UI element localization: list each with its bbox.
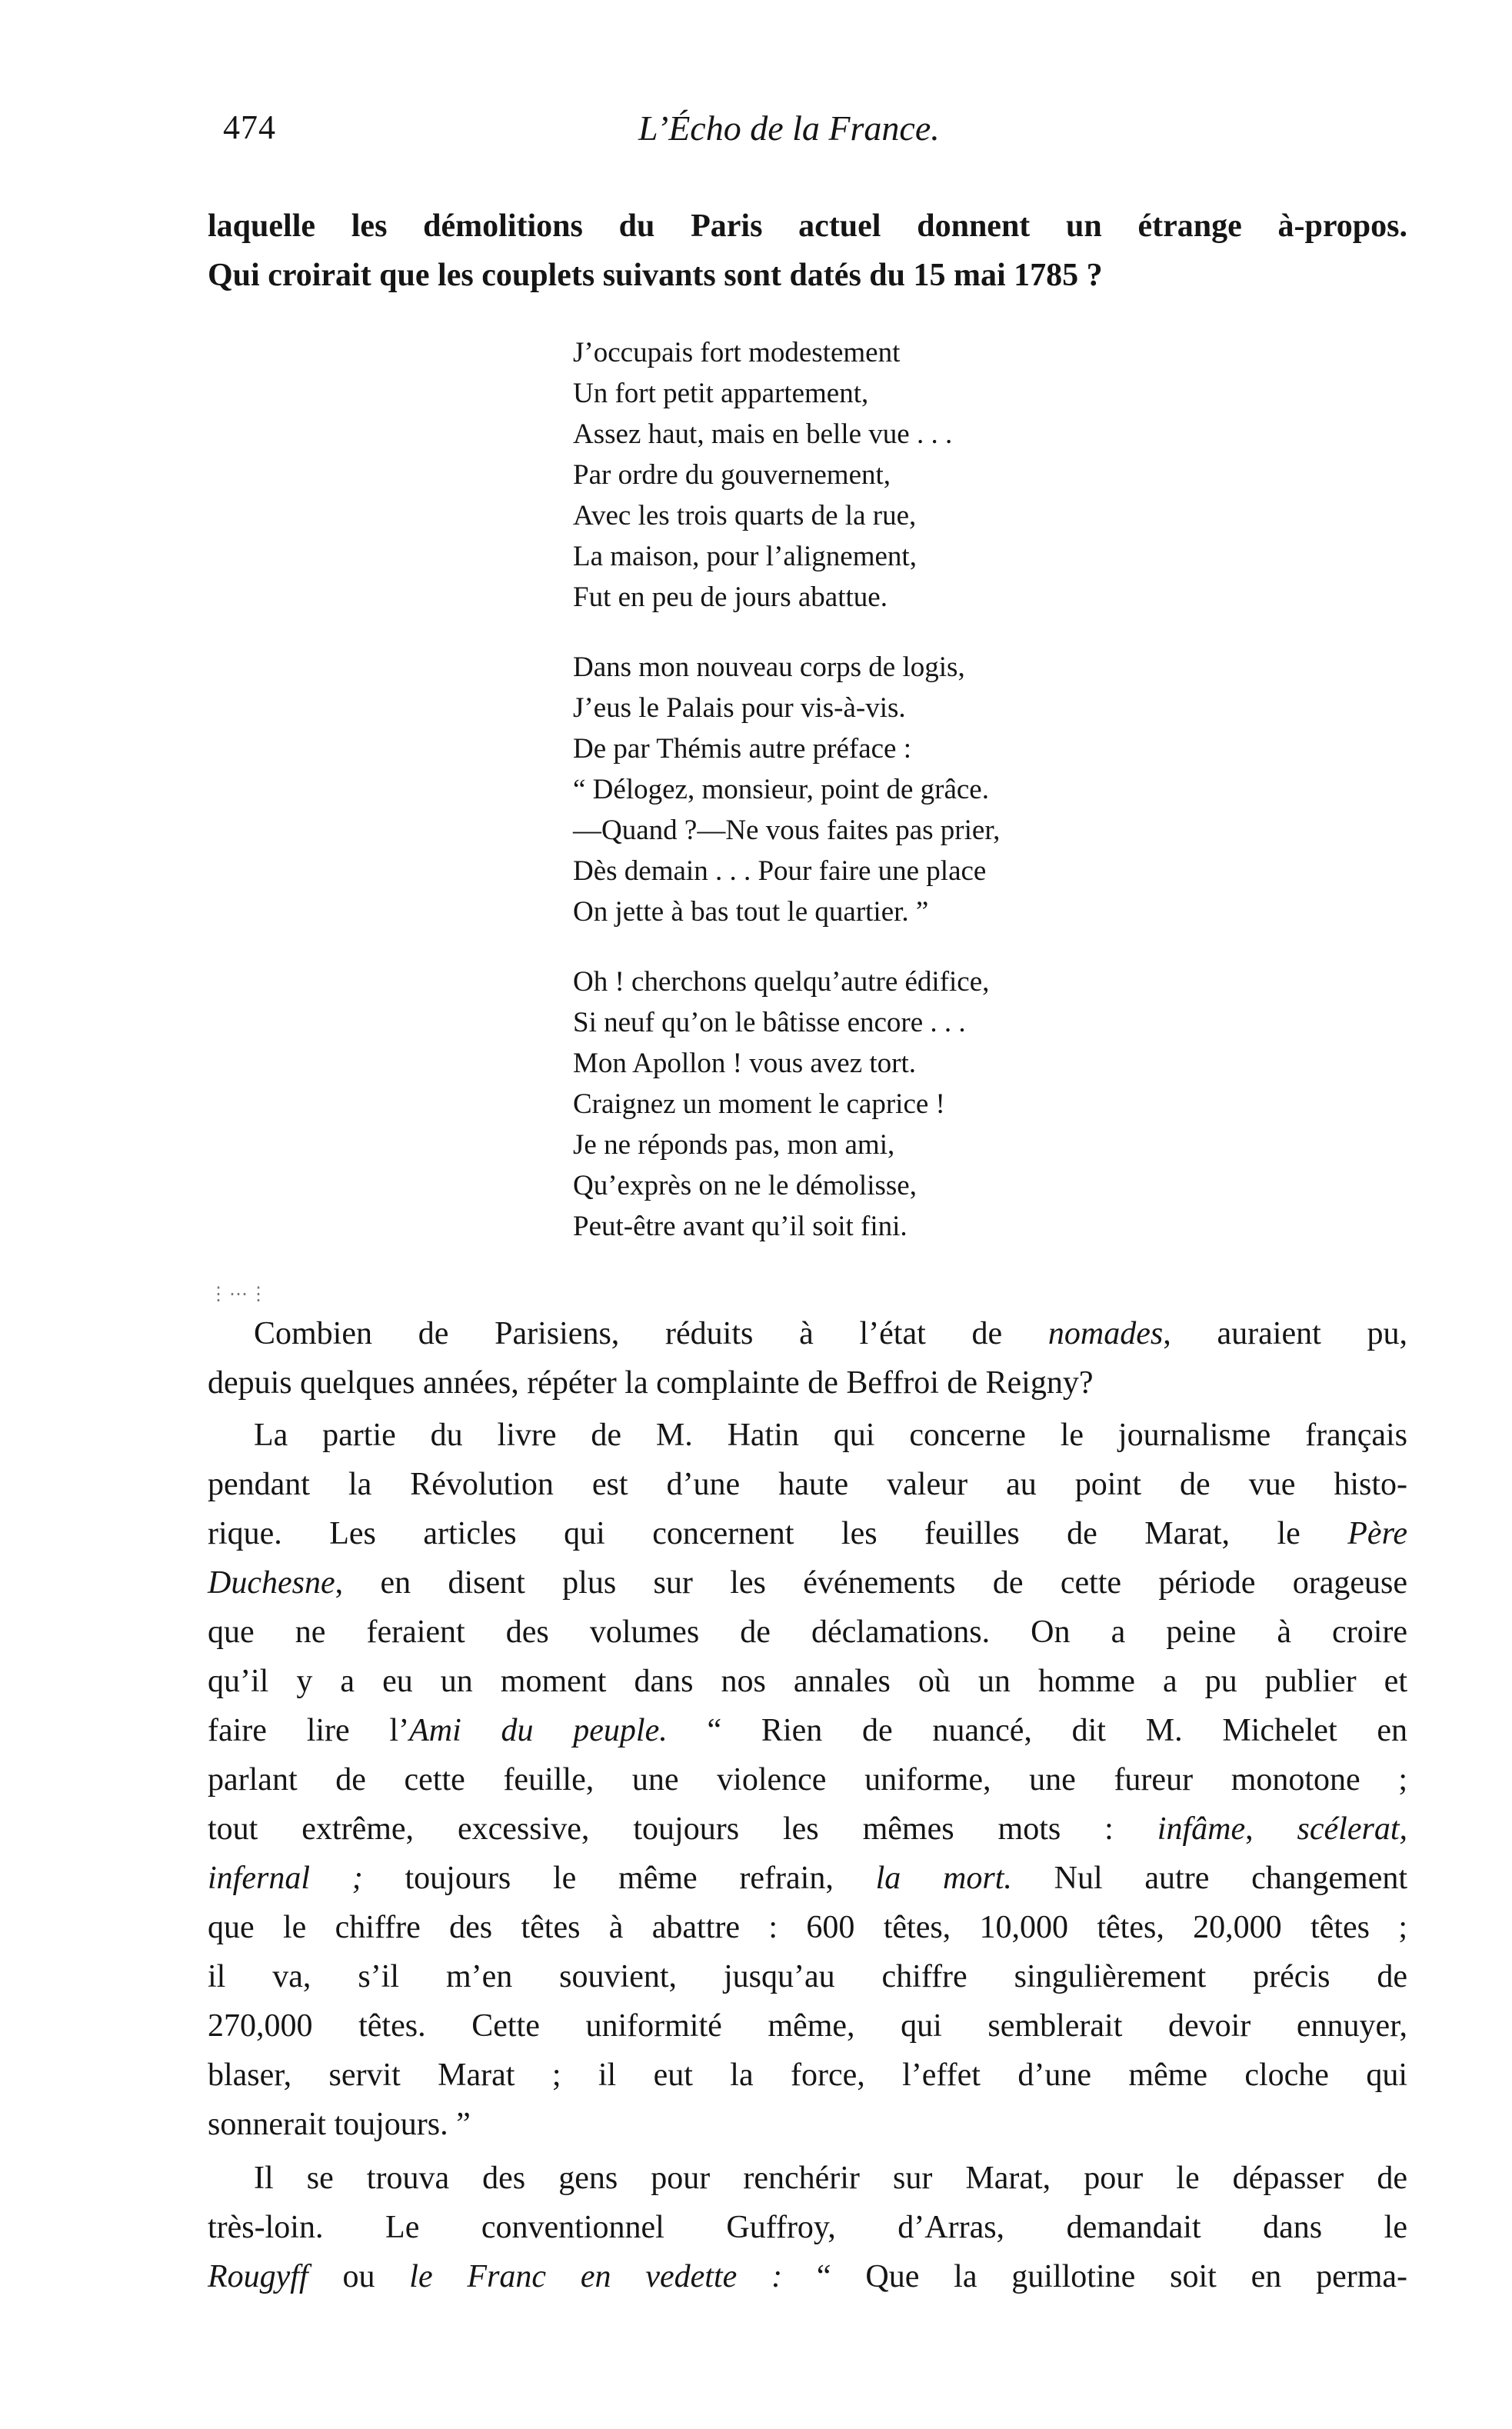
paragraph-3-line-1: Il se trouva des gens pour renchérir sur Marat, pour le dépasser de xyxy=(254,2161,1407,2196)
verse-line: Dans mon nouveau corps de logis, xyxy=(573,651,965,683)
paragraph-2-line-15: sonnerait toujours. ” xyxy=(208,2107,471,2142)
paragraph-1 xyxy=(208,1309,1407,1408)
poem-stanza-2 xyxy=(573,647,1157,932)
verse-line: Fut en peu de jours abattue. xyxy=(573,581,888,613)
intro-paragraph xyxy=(208,202,1407,300)
verse-line: —Quand ?—Ne vous faites pas prier, xyxy=(573,815,1001,846)
paragraph-2-line-6: qu’il y a eu un moment dans nos annales où un homme a pu publier et xyxy=(208,1664,1407,1699)
verse-line: Je ne réponds pas, mon ami, xyxy=(573,1129,895,1161)
verse-line: Par ordre du gouvernement, xyxy=(573,459,891,491)
verse-line: J’occupais fort modestement xyxy=(573,337,901,368)
verse-line: La maison, pour l’alignement, xyxy=(573,541,917,572)
paragraph-2-line-2: pendant la Révolution est d’une haute valeur au point de vue histo- xyxy=(208,1467,1407,1502)
verse-line: Assez haut, mais en belle vue . . . xyxy=(573,418,953,450)
verse-line: Si neuf qu’on le bâtisse encore . . . xyxy=(573,1007,966,1038)
verse-line: Oh ! cherchons quelqu’autre édifice, xyxy=(573,966,990,998)
paragraph-2-line-12: il va, s’il m’en souvient, jusqu’au chiffre singulièrement précis de xyxy=(208,1959,1407,1994)
poem-stanza-3 xyxy=(573,961,1157,1247)
verse-line: Qu’exprès on ne le démolisse, xyxy=(573,1170,917,1201)
verse-line: Avec les trois quarts de la rue, xyxy=(573,500,917,531)
paragraph-2-line-5: que ne feraient des volumes de déclamations. On a peine à croire xyxy=(208,1614,1407,1650)
paragraph-2 xyxy=(208,1411,1407,2149)
paragraph-2-line-9: tout extrême, excessive, toujours les mêmes mots : infâme, scélerat, xyxy=(208,1811,1407,1847)
paragraph-2-line-3: rique. Les articles qui concernent les feuilles de Marat, le Père xyxy=(208,1516,1407,1551)
paragraph-2-line-13: 270,000 têtes. Cette uniformité même, qui semblerait devoir ennuyer, xyxy=(208,2008,1407,2044)
page-header xyxy=(208,108,1407,162)
verse-line: J’eus le Palais pour vis-à-vis. xyxy=(573,692,906,724)
scan-smudge-mark: ⋮⋯⋮ xyxy=(209,1284,269,1304)
verse-line: On jette à bas tout le quartier. ” xyxy=(573,896,929,928)
paragraph-1-line-2: depuis quelques années, répéter la complainte de Beffroi de Reigny? xyxy=(208,1365,1094,1401)
verse-line: Mon Apollon ! vous avez tort. xyxy=(573,1048,917,1079)
paragraph-2-line-7: faire lire l’Ami du peuple. “ Rien de nuancé, dit M. Michelet en xyxy=(208,1713,1408,1748)
verse-line: Un fort petit appartement, xyxy=(573,378,869,409)
paragraph-1-line-1: Combien de Parisiens, réduits à l’état de nomades, auraient pu, xyxy=(254,1316,1407,1351)
paragraph-2-line-11: que le chiffre des têtes à abattre : 600 têtes, 10,000 têtes, 20,000 têtes ; xyxy=(208,1910,1407,1945)
paragraph-3-line-3: Rougyff ou le Franc en vedette : “ Que la guillotine soit en perma- xyxy=(208,2259,1408,2294)
intro-line-2: Qui croirait que les couplets suivants sont datés du 15 mai 1785 ? xyxy=(208,258,1103,293)
verse-line: De par Thémis autre préface : xyxy=(573,733,912,765)
paragraph-2-line-8: parlant de cette feuille, une violence uniforme, une fureur monotone ; xyxy=(208,1762,1407,1798)
verse-line: Craignez un moment le caprice ! xyxy=(573,1088,945,1120)
paragraph-2-line-4: Duchesne, en disent plus sur les événements de cette période orageuse xyxy=(208,1565,1407,1601)
poem xyxy=(573,332,1157,1276)
verse-line: Peut-être avant qu’il soit fini. xyxy=(573,1211,908,1242)
poem-stanza-1 xyxy=(573,332,1157,618)
intro-line-1: laquelle les démolitions du Paris actuel donnent un étrange à-propos. xyxy=(208,208,1407,244)
running-title: L’Écho de la France. xyxy=(638,108,940,148)
paragraph-2-line-14: blaser, servit Marat ; il eut la force, l’effet d’une même cloche qui xyxy=(208,2057,1407,2093)
paragraph-2-line-1: La partie du livre de M. Hatin qui concerne le journalisme français xyxy=(254,1418,1407,1453)
paragraph-3-line-2: très-loin. Le conventionnel Guffroy, d’Arras, demandait dans le xyxy=(208,2210,1407,2245)
paragraph-3 xyxy=(208,2154,1407,2301)
page-number: 474 xyxy=(223,108,276,146)
verse-line: “ Délogez, monsieur, point de grâce. xyxy=(573,774,989,805)
verse-line: Dès demain . . . Pour faire une place xyxy=(573,855,987,887)
paragraph-2-line-10: infernal ; toujours le même refrain, la mort. Nul autre changement xyxy=(208,1861,1408,1896)
